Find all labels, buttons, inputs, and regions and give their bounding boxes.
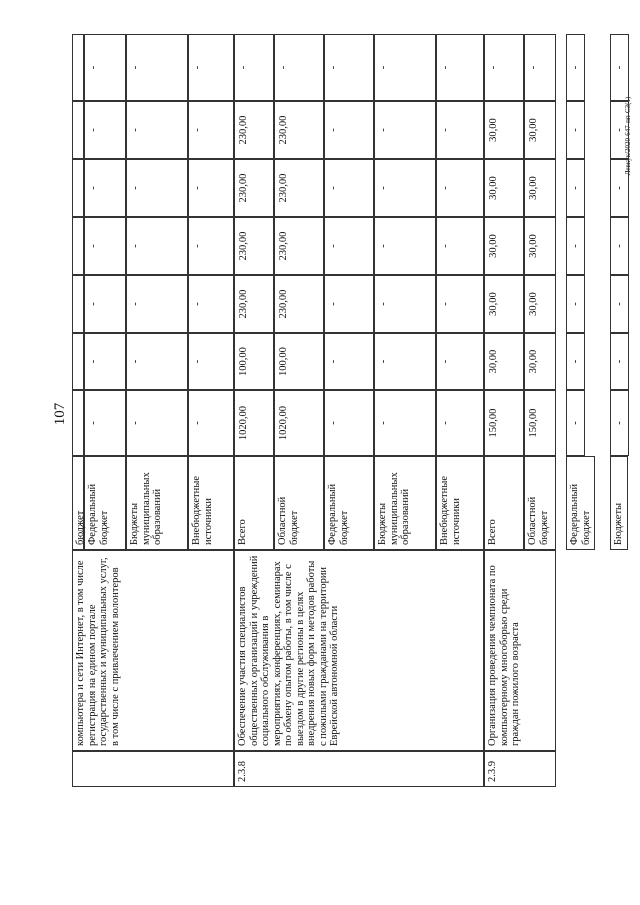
funding-source: Бюджеты муниципальных образований: [126, 456, 188, 550]
amount-cell: -: [84, 101, 126, 159]
amount-cell: 230,00: [274, 101, 324, 159]
amount-cell: -: [324, 217, 374, 275]
amount-cell: -: [374, 101, 436, 159]
funding-source: Федеральный бюджет: [84, 456, 126, 550]
amount-cell: -: [84, 333, 126, 390]
amount-cell: 150,00: [484, 390, 524, 456]
amount-cell: -: [84, 159, 126, 217]
amount-cell: -: [126, 275, 188, 333]
amount-cell: 230,00: [234, 275, 274, 333]
amount-cell: -: [126, 159, 188, 217]
amount-cell: -: [436, 333, 484, 390]
amount-cell: 230,00: [274, 217, 324, 275]
amount-cell: -: [610, 217, 629, 275]
amount-cell: -: [436, 101, 484, 159]
amount-cell: 230,00: [274, 275, 324, 333]
amount-cell: -: [566, 217, 585, 275]
amount-cell: 150,00: [524, 390, 556, 456]
row-number: [72, 751, 234, 787]
amount-cell: -: [436, 217, 484, 275]
amount-cell: -: [324, 34, 374, 101]
amount-cell: -: [84, 217, 126, 275]
funding-source: Внебюджетные источники: [436, 456, 484, 550]
funding-source: Бюджеты муниципальных образований: [374, 456, 436, 550]
amount-cell: 100,00: [274, 333, 324, 390]
amount-cell: 30,00: [484, 101, 524, 159]
amount-cell: [72, 159, 84, 217]
amount-cell: 30,00: [524, 159, 556, 217]
amount-cell: -: [436, 390, 484, 456]
funding-source: Федеральный бюджет: [566, 456, 595, 550]
amount-cell: -: [484, 34, 524, 101]
amount-cell: [72, 333, 84, 390]
amount-cell: 1020,00: [234, 390, 274, 456]
amount-cell: 30,00: [524, 333, 556, 390]
activity-description: Обеспечение участия специалистов общественных организаций и учреждений социального обслуживания в мероприятиях, конференциях, семинарах по обмену опытом работы, в том числе с выездом в другие регионы в целях внедрения новых форм и методов работы с пожилыми гражданами на территории Еврейской автономной области: [234, 550, 484, 751]
amount-cell: -: [126, 217, 188, 275]
budget-table: [72, 34, 625, 787]
funding-source: бюджет: [72, 456, 84, 550]
amount-cell: -: [188, 333, 234, 390]
amount-cell: -: [126, 390, 188, 456]
amount-cell: -: [126, 34, 188, 101]
amount-cell: -: [324, 275, 374, 333]
amount-cell: -: [566, 390, 585, 456]
amount-cell: -: [566, 159, 585, 217]
amount-cell: -: [566, 101, 585, 159]
amount-cell: -: [436, 159, 484, 217]
amount-cell: -: [188, 101, 234, 159]
amount-cell: -: [324, 390, 374, 456]
amount-cell: -: [188, 159, 234, 217]
amount-cell: -: [84, 34, 126, 101]
activity-description: компьютера и сети Интернет, в том числе регистрация на едином портале государственных и муниципальных услуг, в том числе с привлечением волонтеров: [72, 550, 234, 751]
footer-code: Левкук/2020-647-пп-СЗ(1): [624, 96, 632, 176]
amount-cell: -: [610, 390, 629, 456]
amount-cell: [72, 34, 84, 101]
amount-cell: 30,00: [484, 217, 524, 275]
amount-cell: -: [524, 34, 556, 101]
amount-cell: -: [374, 34, 436, 101]
amount-cell: -: [126, 101, 188, 159]
amount-cell: 30,00: [484, 275, 524, 333]
amount-cell: -: [188, 275, 234, 333]
amount-cell: -: [436, 34, 484, 101]
amount-cell: 230,00: [234, 159, 274, 217]
amount-cell: 1020,00: [274, 390, 324, 456]
amount-cell: 30,00: [524, 275, 556, 333]
funding-source: Всего: [484, 456, 524, 550]
funding-source: Областной бюджет: [274, 456, 324, 550]
amount-cell: 30,00: [524, 101, 556, 159]
amount-cell: -: [188, 34, 234, 101]
funding-source: Внебюджетные источники: [188, 456, 234, 550]
activity-description: Организация проведения чемпионата по компьютерному многоборью среди граждан пожилого возраста: [484, 550, 556, 751]
amount-cell: 230,00: [234, 217, 274, 275]
amount-cell: 100,00: [234, 333, 274, 390]
amount-cell: 30,00: [524, 217, 556, 275]
amount-cell: -: [610, 34, 629, 101]
amount-cell: 230,00: [234, 101, 274, 159]
amount-cell: -: [374, 217, 436, 275]
amount-cell: -: [324, 333, 374, 390]
amount-cell: -: [188, 390, 234, 456]
amount-cell: [72, 275, 84, 333]
funding-source: Федеральный бюджет: [324, 456, 374, 550]
amount-cell: 30,00: [484, 159, 524, 217]
funding-source: Бюджеты: [610, 456, 628, 550]
amount-cell: -: [84, 390, 126, 456]
amount-cell: -: [188, 217, 234, 275]
amount-cell: -: [274, 34, 324, 101]
amount-cell: -: [324, 159, 374, 217]
amount-cell: -: [374, 333, 436, 390]
table-container: [72, 34, 625, 787]
amount-cell: 30,00: [484, 333, 524, 390]
amount-cell: -: [84, 275, 126, 333]
row-number: 2.3.8: [234, 751, 484, 787]
page-number: 107: [52, 402, 68, 426]
amount-cell: -: [610, 333, 629, 390]
amount-cell: 230,00: [274, 159, 324, 217]
amount-cell: -: [126, 333, 188, 390]
row-number: 2.3.9: [484, 751, 556, 787]
amount-cell: -: [610, 159, 629, 217]
funding-source: Всего: [234, 456, 274, 550]
amount-cell: -: [374, 275, 436, 333]
amount-cell: -: [610, 101, 629, 159]
amount-cell: -: [374, 390, 436, 456]
amount-cell: -: [566, 275, 585, 333]
amount-cell: -: [566, 34, 585, 101]
amount-cell: [72, 101, 84, 159]
amount-cell: -: [374, 159, 436, 217]
amount-cell: -: [436, 275, 484, 333]
amount-cell: -: [610, 275, 629, 333]
amount-cell: -: [324, 101, 374, 159]
amount-cell: -: [234, 34, 274, 101]
amount-cell: [72, 390, 84, 456]
amount-cell: [72, 217, 84, 275]
amount-cell: -: [566, 333, 585, 390]
funding-source: Областной бюджет: [524, 456, 556, 550]
